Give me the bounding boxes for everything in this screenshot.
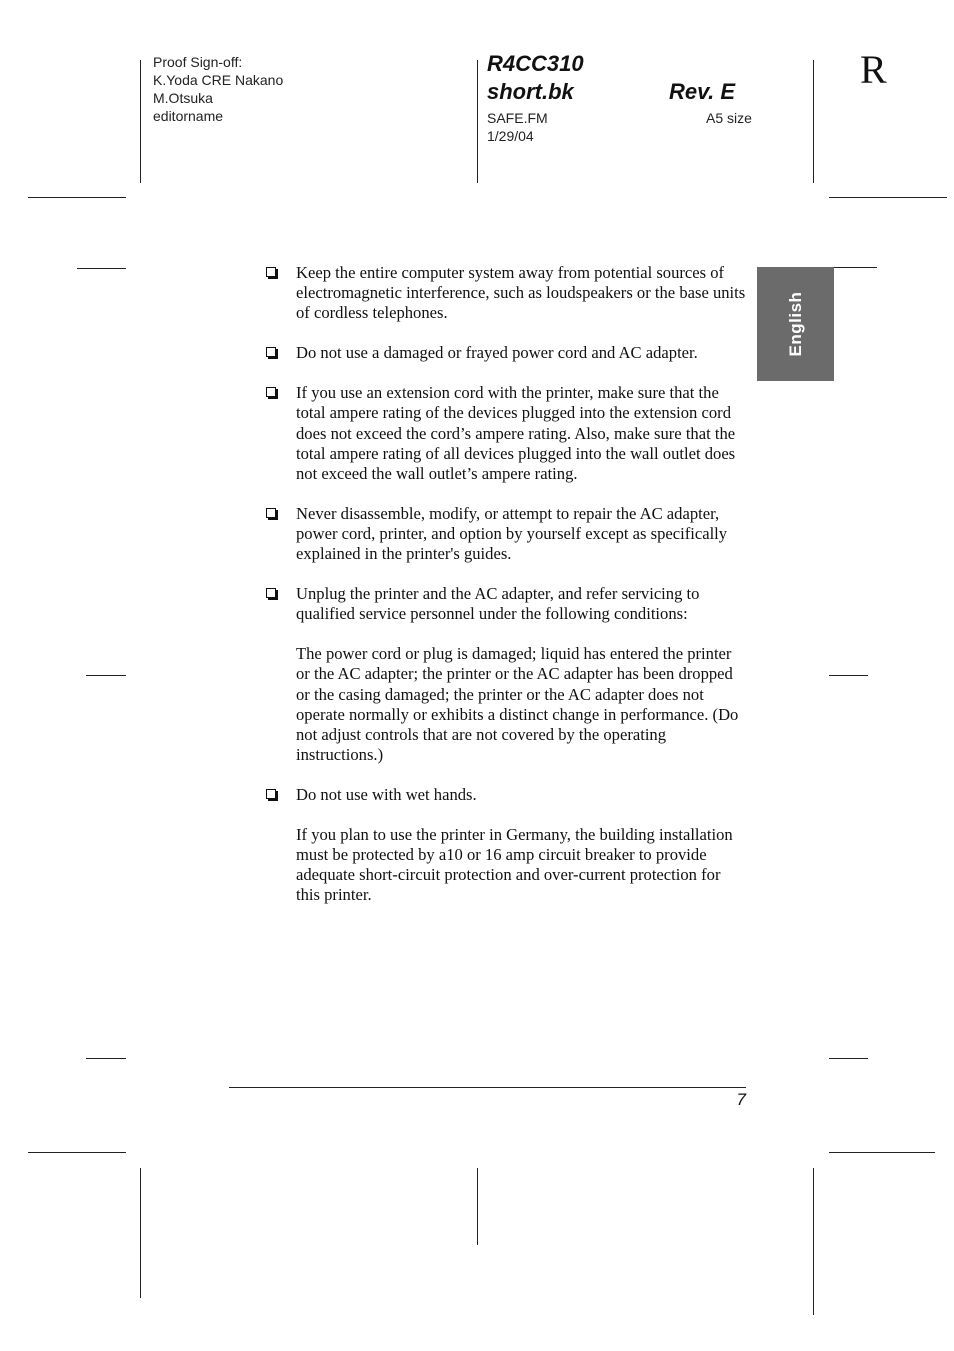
checkbox-bullet-icon bbox=[266, 588, 276, 598]
crop-mark bbox=[28, 197, 126, 198]
proof-line: Proof Sign-off: bbox=[153, 54, 243, 70]
crop-mark bbox=[829, 1152, 935, 1153]
list-item-text: Do not use with wet hands. bbox=[296, 784, 477, 804]
checkbox-bullet-icon bbox=[266, 347, 276, 357]
proof-signoff-block bbox=[153, 53, 283, 125]
crop-mark bbox=[477, 1168, 478, 1245]
checkbox-bullet-icon bbox=[266, 789, 276, 799]
list-item bbox=[266, 584, 748, 765]
crop-mark bbox=[86, 1058, 126, 1059]
crop-mark bbox=[829, 267, 877, 268]
list-item bbox=[266, 343, 748, 363]
page-number: 7 bbox=[736, 1090, 746, 1109]
safety-instructions bbox=[266, 263, 748, 925]
list-item-text: Do not use a damaged or frayed power cord and AC adapter. bbox=[296, 343, 698, 363]
proof-line: K.Yoda CRE Nakano bbox=[153, 72, 284, 88]
language-tab bbox=[757, 267, 834, 381]
crop-mark bbox=[829, 197, 947, 198]
section-letter: R bbox=[860, 47, 887, 92]
list-item-subtext: If you plan to use the printer in Germany, the building installation must be protected by a10 or 16 amp circuit breaker to provide adequate short-circuit protection and over-current protection for this printer. bbox=[296, 824, 733, 905]
book-name: short.bk bbox=[487, 79, 574, 104]
list-item-text: Never disassemble, modify, or attempt to repair the AC adapter, power cord, printer, and option by yourself except as specifically explained in the printer's guides. bbox=[296, 503, 728, 564]
footer-rule bbox=[229, 1087, 746, 1088]
proof-line: M.Otsuka bbox=[153, 90, 213, 106]
list-item-subtext: The power cord or plug is damaged; liquid has entered the printer or the AC adapter; the printer or the AC adapter has been dropped or the casing damaged; the printer or the AC adapter does not operate normally or exhibits a distinct change in performance. (Do not adjust controls that are not covered by the operating instructions.) bbox=[296, 644, 739, 764]
list-item bbox=[266, 263, 748, 323]
list-item-text: If you use an extension cord with the printer, make sure that the total ampere rating of the devices plugged into the extension cord does not exceed the cord’s ampere rating. Also, make sure that the total ampere rating of all devices plugged into the wall outlet does not exceed the wall outlet’s ampere rating. bbox=[296, 383, 736, 483]
crop-mark bbox=[77, 268, 126, 269]
language-tab-label: English bbox=[785, 291, 805, 357]
checkbox-bullet-icon bbox=[266, 387, 276, 397]
list-item-text: Unplug the printer and the AC adapter, and refer servicing to qualified service personnel under the following conditions: bbox=[296, 584, 700, 624]
checkbox-bullet-icon bbox=[266, 508, 276, 518]
crop-mark bbox=[86, 675, 126, 676]
crop-mark bbox=[813, 1168, 814, 1315]
list-item bbox=[266, 383, 748, 483]
checkbox-bullet-icon bbox=[266, 267, 276, 277]
crop-mark bbox=[140, 1168, 141, 1298]
proof-line: editorname bbox=[153, 108, 224, 124]
page-size: A5 size bbox=[706, 110, 752, 126]
crop-mark bbox=[477, 60, 478, 183]
crop-mark bbox=[28, 1152, 126, 1153]
list-item bbox=[266, 504, 748, 564]
list-item-text: Keep the entire computer system away from potential sources of electromagnetic interference, such as loudspeakers or the base units of cordless telephones. bbox=[296, 263, 746, 323]
crop-mark bbox=[829, 675, 868, 676]
doc-code: R4CC310 bbox=[487, 51, 584, 76]
file-date: 1/29/04 bbox=[487, 128, 534, 144]
crop-mark bbox=[829, 1058, 868, 1059]
crop-mark bbox=[813, 60, 814, 183]
revision: Rev. E bbox=[669, 79, 736, 104]
file-name: SAFE.FM bbox=[487, 110, 548, 126]
list-item bbox=[266, 785, 748, 905]
crop-mark bbox=[140, 60, 141, 183]
